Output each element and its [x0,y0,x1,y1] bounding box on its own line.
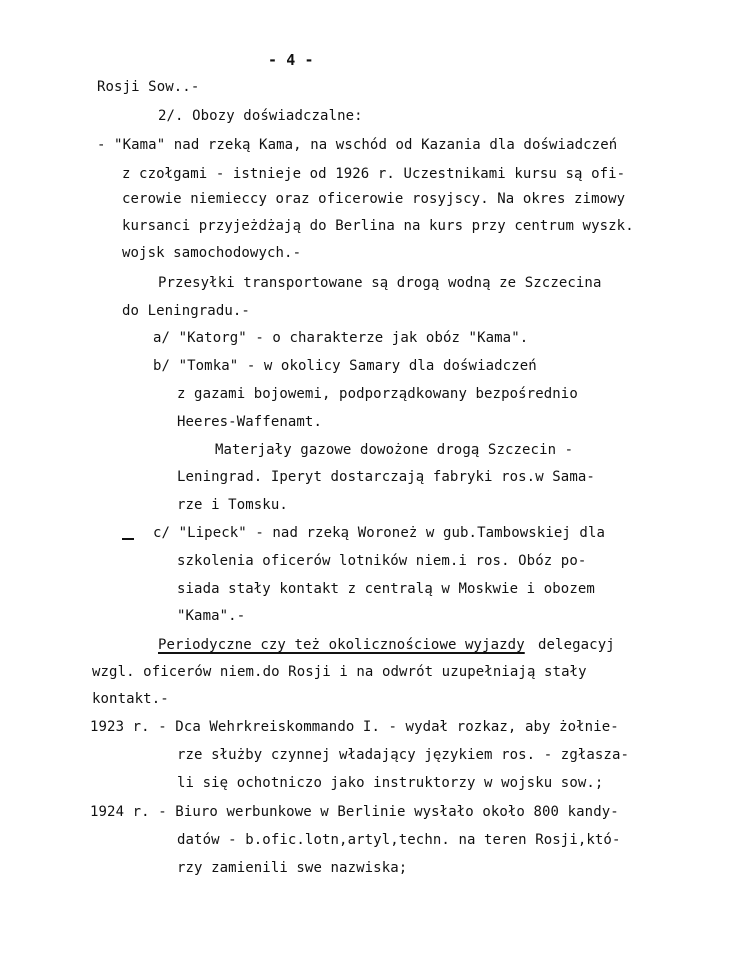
text-line: datów - b.ofic.lotn,artyl,techn. na teren Rosji,któ- [177,832,621,848]
text-line: a/ "Katorg" - o charakterze jak obóz "Kama". [153,330,529,346]
text-line: Leningrad. Iperyt dostarczają fabryki ros.w Sama- [177,469,595,485]
text-line: z gazami bojowemi, podporządkowany bezpośrednio [177,386,578,402]
text-line: wojsk samochodowych.- [122,245,302,261]
text-line: rze i Tomsku. [177,497,288,513]
text-line: kontakt.- [92,691,169,707]
text-line: z czołgami - istnieje od 1926 r. Uczestnikami kursu są ofi- [122,166,626,182]
text-line: Heeres-Waffenamt. [177,414,322,430]
text-line: c/ "Lipeck" - nad rzeką Woroneż w gub.Tambowskiej dla [153,525,606,541]
text-line: kursanci przyjeżdżają do Berlina na kurs przy centrum wyszk. [122,218,634,234]
margin-dash-mark [122,538,134,540]
text-line: - "Kama" nad rzeką Kama, na wschód od Kazania dla doświadczeń [97,137,618,153]
text-line: Przesyłki transportowane są drogą wodną ze Szczecina [158,275,602,291]
underlined-phrase: Periodyczne czy też okolicznościowe wyjazdy [158,637,525,653]
text-line: Rosji Sow..- [97,79,200,95]
text-line: "Kama".- [177,608,246,624]
text-line: li się ochotniczo jako instruktorzy w wojsku sow.; [177,775,604,791]
text-line: do Leningradu.- [122,303,250,319]
text-line: siada stały kontakt z centralą w Moskwie i obozem [177,581,595,597]
text-line: rzy zamienili swe nazwiska; [177,860,408,876]
text-line: delegacyj [538,637,615,653]
text-line: 1923 r. - Dca Wehrkreiskommando I. - wydał rozkaz, aby żołnie- [90,719,619,735]
text-line: 1924 r. - Biuro werbunkowe w Berlinie wysłało około 800 kandy- [90,804,619,820]
section-heading: 2/. Obozy doświadczalne: [158,108,363,124]
text-line: b/ "Tomka" - w okolicy Samary dla doświadczeń [153,358,537,374]
text-line: rze służby czynnej władający językiem ros. - zgłaszа- [177,747,630,763]
page-number: - 4 - [268,51,314,69]
text-line: Materjały gazowe dowożone drogą Szczecin - [215,442,574,458]
text-line: cerowie niemieccy oraz oficerowie rosyjscy. Na okres zimowy [122,191,626,207]
text-line: szkolenia oficerów lotników niem.i ros. Obóz po- [177,553,587,569]
text-line: wzgl. oficerów niem.do Rosji i na odwrót uzupełniają stały [92,664,587,680]
